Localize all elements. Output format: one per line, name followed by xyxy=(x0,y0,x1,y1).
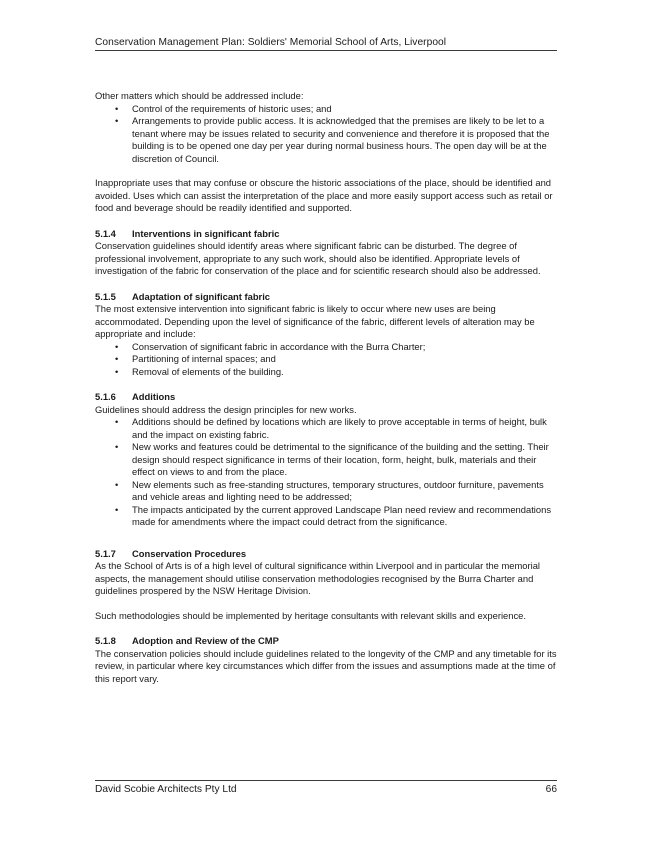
list-item: • Arrangements to provide public access. It is acknowledged that the premises are likely to be let to a tenant where may be issues related to security and convenience and therefore it is proposed that the building is to be opened one day per year during normal business hours. The open day will be at the discretion of Council. xyxy=(132,115,557,165)
section-number: 5.1.8 xyxy=(95,635,116,646)
list-item: • New works and features could be detrimental to the significance of the building and the setting. Their design should respect significance in terms of their location, form, height, bulk, materials and their effect on views to and from the place. xyxy=(132,441,557,479)
section-title: Additions xyxy=(132,391,176,402)
list-item: • Removal of elements of the building. xyxy=(132,366,557,379)
section-number: 5.1.6 xyxy=(95,391,116,402)
list-item: • Conservation of significant fabric in accordance with the Burra Charter; xyxy=(132,341,557,354)
list-item: • The impacts anticipated by the current approved Landscape Plan need review and recommendations made for amendments where the impact could detract from the significance. xyxy=(132,504,557,529)
list-item: • Partitioning of internal spaces; and xyxy=(132,353,557,366)
section-heading-5-1-7 xyxy=(95,548,557,561)
page-footer xyxy=(95,780,557,795)
section-title: Conservation Procedures xyxy=(132,547,247,559)
section-text: Guidelines should address the design principles for new works. xyxy=(95,403,357,415)
section-text: As the School of Arts is of a high level of cultural significance within Liverpool and in particular the memorial aspects, the management should utilise conservation methodologies recognised by the Burra Charter and guidelines prospered by the NSW Heritage Division. xyxy=(95,560,541,596)
section-title: Adoption and Review of the CMP xyxy=(132,635,279,646)
list-item: • Additions should be defined by locations which are likely to prove acceptable in terms of height, bulk and the impact on existing fabric. xyxy=(132,416,557,441)
section-heading-5-1-6 xyxy=(95,391,557,404)
section-text: The conservation policies should include guidelines related to the longevity of the CMP and any timetable for its review, in particular where key circumstances which differ from the issues and assumptions made at the time of this report vary. xyxy=(95,647,557,684)
section-title: Interventions in significant fabric xyxy=(132,227,280,239)
intro-paragraph: Inappropriate uses that may confuse or obscure the historic associations of the place, should be identified and avoided. Uses which can assist the interpretation of the place and more easily support access such as retail or food and beverage should be readily identified and supported. xyxy=(95,177,553,213)
section-number: 5.1.5 xyxy=(95,290,116,302)
section-text: Conservation guidelines should identify areas where significant fabric can be disturbed. The degree of professional involvement, appropriate to any such work, should also be identified. Appropriate levels of investigation of the fabric for conservation of the place and for scientific research should also be addressed. xyxy=(95,240,541,276)
list-item: • Control of the requirements of historic uses; and xyxy=(132,103,557,116)
intro-text: Other matters which should be addressed include: xyxy=(95,90,304,101)
section-bullet-list xyxy=(95,341,557,379)
section-bullet-list xyxy=(95,416,557,529)
section-text: Such methodologies should be implemented by heritage consultants with relevant skills and experience. xyxy=(95,609,526,621)
page-number: 66 xyxy=(545,784,557,795)
section-heading-5-1-8 xyxy=(95,635,557,648)
footer-company: David Scobie Architects Pty Ltd xyxy=(95,784,237,795)
page-header: Conservation Management Plan: Soldiers' Memorial School of Arts, Liverpool xyxy=(95,37,557,51)
section-title: Adaptation of significant fabric xyxy=(132,290,271,302)
document-body xyxy=(95,90,557,685)
section-heading-5-1-5 xyxy=(95,291,557,304)
section-number: 5.1.7 xyxy=(95,547,116,559)
list-item: • New elements such as free-standing structures, temporary structures, outdoor furniture, pavements and vehicle areas and lighting need to be addressed; xyxy=(132,479,557,504)
section-number: 5.1.4 xyxy=(95,227,116,239)
section-text: The most extensive intervention into significant fabric is likely to occur where new uses are being accommodated. Depending upon the level of significance of the fabric, different levels of alteration may be appropriate and include: xyxy=(95,303,535,339)
intro-bullet-list xyxy=(95,103,557,166)
section-heading-5-1-4 xyxy=(95,228,557,241)
